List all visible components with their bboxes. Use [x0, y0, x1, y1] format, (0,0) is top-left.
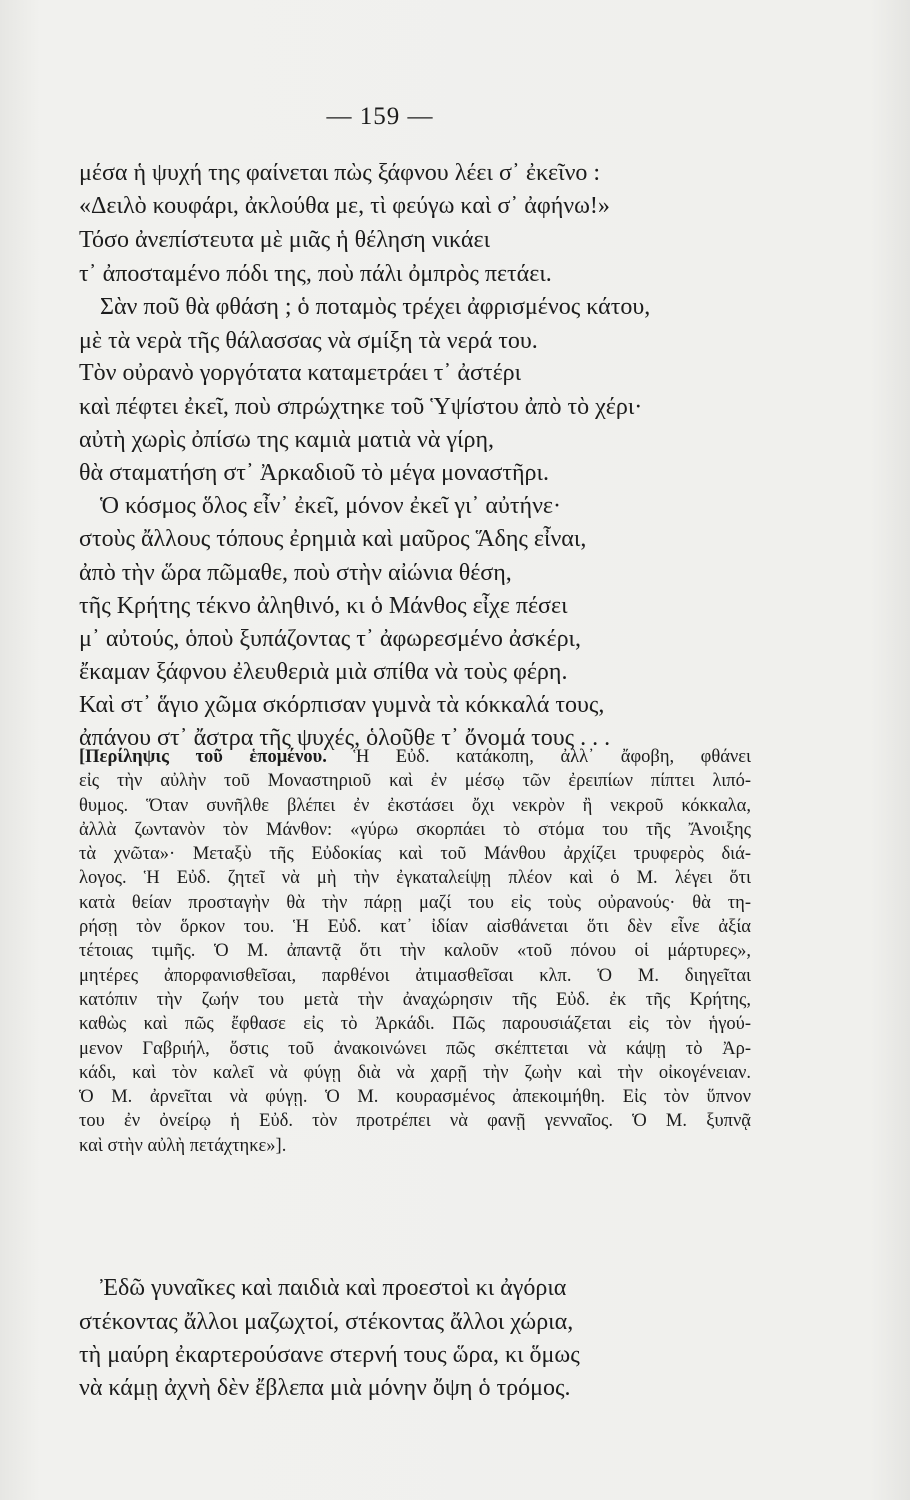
verse-line: Καὶ στ᾽ ἅγιο χῶμα σκόρπισαν γυμνὰ τὰ κόκκαλά τους,	[79, 692, 605, 718]
summary-first-line: [Περίληψις τοῦ ἑπομένου. Ἡ Εὐδ. κατάκοπη, ἀλλ᾽ ἄφοβη, φθάνει	[79, 747, 751, 767]
summary-line: του ἐν ὀνείρῳ ἡ Εὐδ. τὸν προτρέπει νὰ φανῇ γενναῖος. Ὁ Μ. ξυπνᾷ	[79, 1111, 751, 1132]
verse-line: Τὸν οὐρανὸ γοργότατα καταμετράει τ᾽ ἀστέρι	[79, 360, 522, 386]
verse-line: τὴ μαύρη ἐκαρτερούσανε στερνή τους ὥρα, κι ὅμως	[79, 1342, 580, 1368]
verse-line: ἀπάνου στ᾽ ἄστρα τῆς ψυχές, ὁλοῦθε τ᾽ ὄνομά τους . . .	[79, 725, 611, 751]
summary-line: τέτοιας τιμῆς. Ὁ Μ. ἀπαντᾷ ὅτι τὴν καλοῦν «τοῦ πόνου οἱ μάρτυρες»,	[79, 941, 751, 962]
verse-line: «Δειλὸ κουφάρι, ἀκλούθα με, τὶ φεύγω καὶ σ᾽ ἀφήνω!»	[79, 193, 610, 219]
verse-line: Σὰν ποῦ θὰ φθάση ; ὁ ποταμὸς τρέχει ἀφρισμένος κάτου,	[100, 294, 651, 320]
summary-line: τὰ χνῶτα»· Μεταξὺ τῆς Εὐδοκίας καὶ τοῦ Μάνθου ἀρχίζει τρυφερὸς διά-	[79, 844, 751, 865]
summary-line: ἀλλὰ ζωντανὸν τὸν Μάνθον: «γύρω σκορπάει τὸ στόμα του τῆς Ἄνοιξης	[79, 819, 751, 840]
summary-line: μητέρες ἀπορφανισθεῖσαι, παρθένοι ἀτιμασθεῖσαι κλπ. Ὁ Μ. διηγεῖται	[79, 965, 751, 986]
verse-line: Ἐδῶ γυναῖκες καὶ παιδιὰ καὶ προεστοὶ κι ἀγόρια	[100, 1275, 567, 1301]
summary-line: εἰς τὴν αὐλὴν τοῦ Μοναστηριοῦ καὶ ἐν μέσῳ τῶν ἐρειπίων πίπτει λιπό-	[79, 771, 751, 792]
summary-heading: [Περίληψις τοῦ ἑπομένου.	[79, 747, 327, 767]
summary-line: μενον Γαβριήλ, ὅστις τοῦ ἀνακοινώνει πῶς σκέπτεται νὰ κάψῃ τὸ Ἀρ-	[79, 1038, 751, 1059]
page-number: — 159 —	[326, 103, 434, 130]
verse-line: καὶ πέφτει ἐκεῖ, ποὺ σπρώχτηκε τοῦ Ὑψίστου ἀπὸ τὸ χέρι·	[79, 394, 643, 420]
verse-line: μ᾽ αὐτούς, ὁποὺ ξυπάζοντας τ᾽ ἀφωρεσμένο ἀσκέρι,	[79, 626, 582, 652]
verse-line: στέκοντας ἄλλοι μαζωχτοί, στέκοντας ἄλλοι χώρια,	[79, 1309, 574, 1335]
summary-line: κατὰ θείαν προσταγὴν θὰ τὴν πάρῃ μαζί του εἰς τοὺς οὐρανούς· θὰ τη-	[79, 892, 751, 913]
summary-line: καὶ στὴν αὐλὴ πετάχτηκε»].	[79, 1135, 287, 1156]
summary-line: καθὼς καὶ πῶς ἔφθασε εἰς τὸ Ἀρκάδι. Πῶς παρουσιάζεται εἰς τὸν ἡγού-	[79, 1014, 751, 1035]
verse-line: τ᾽ ἀποσταμένο πόδι της, ποὺ πάλι ὀμπρὸς πετάει.	[79, 261, 552, 287]
verse-line: ἔκαμαν ξάφνου ἐλευθεριὰ μιὰ σπίθα νὰ τοὺς φέρη.	[79, 659, 568, 685]
verse-line: Ὁ κόσμος ὅλος εἶν᾽ ἐκεῖ, μόνον ἐκεῖ γι᾽ αὐτήνε·	[100, 493, 561, 519]
verse-line: Τόσο ἀνεπίστευτα μὲ μιᾶς ἡ θέληση νικάει	[79, 227, 491, 253]
verse-line: μέσα ἡ ψυχή της φαίνεται πὼς ξάφνου λέει σ᾽ ἐκεῖνο :	[79, 160, 601, 186]
verse-line: νὰ κάμῃ ἀχνὴ δὲν ἔβλεπα μιὰ μόνην ὄψη ὁ τρόμος.	[79, 1375, 571, 1401]
summary-line: λογος. Ἡ Εὐδ. ζητεῖ νὰ μὴ τὴν ἐγκαταλείψῃ πλέον καὶ ὁ Μ. λέγει ὅτι	[79, 868, 751, 889]
verse-line: μὲ τὰ νερὰ τῆς θάλασσας νὰ σμίξη τὰ νερά του.	[79, 328, 538, 354]
verse-line: θὰ σταματήση στ᾽ Ἀρκαδιοῦ τὸ μέγα μοναστῆρι.	[79, 460, 549, 486]
summary-line: Ὁ Μ. ἀρνεῖται νὰ φύγῃ. Ὁ Μ. κουρασμένος ἀπεκοιμήθη. Εἰς τὸν ὕπνον	[79, 1087, 751, 1108]
verse-line: ἀπὸ τὴν ὥρα πῶμαθε, ποὺ στὴν αἰώνια θέση,	[79, 560, 512, 586]
verse-line: στοὺς ἄλλους τόπους ἐρημιὰ καὶ μαῦρος Ἅδης εἶναι,	[79, 526, 587, 552]
summary-line: κατόπιν τὴν ζωήν του μετὰ τὴν ἀναχώρησιν τῆς Εὐδ. ἐκ τῆς Κρήτης,	[79, 989, 751, 1010]
verse-line: τῆς Κρήτης τέκνο ἀληθινό, κι ὁ Μάνθος εἶχε πέσει	[79, 593, 568, 619]
summary-line: θυμος. Ὅταν συνῆλθε βλέπει ἐν ἐκστάσει ὄχι νεκρὸν ἢ νεκροῦ κόκκαλα,	[79, 795, 751, 816]
summary-line: ρήσῃ τὸν ὅρκον του. Ἡ Εὐδ. κατ᾽ ἰδίαν αἰσθάνεται ὅτι δὲν εἶνε ἀξία	[79, 917, 751, 938]
summary-line: κάδι, καὶ τὸν καλεῖ νὰ φύγῃ διὰ νὰ χαρῇ τὴν ζωὴν καὶ τὴν οἰκογένειαν.	[79, 1062, 751, 1083]
chapter-summary	[79, 745, 751, 1158]
verse-line: αὐτὴ χωρὶς ὀπίσω της καμιὰ ματιὰ νὰ γίρη,	[79, 427, 495, 453]
